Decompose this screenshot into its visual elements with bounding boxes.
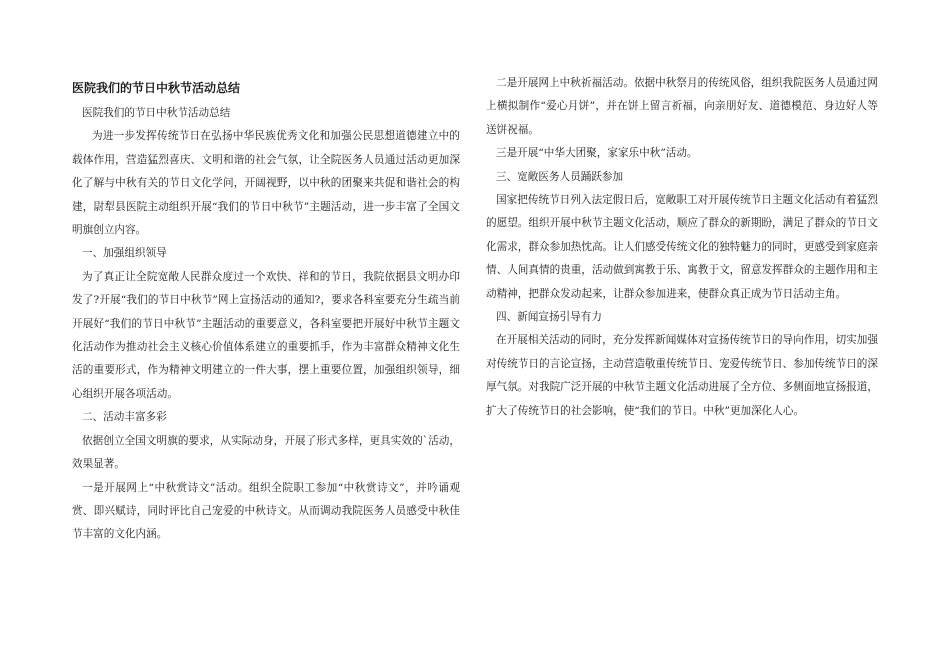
activity-item-1: 一是开展网上“中秋赏诗文”活动。组织全院职工参加“中秋赏诗文”，并吟诵观赏、即兴赋诗，同时评比自己宠爱的中秋诗文。从而调动我院医务人员感受中秋佳节丰富的文化内涵。: [72, 481, 460, 541]
right-column: [486, 72, 878, 423]
intro-paragraph: 为进一步发挥传统节日在弘扬中华民族优秀文化和加强公民思想道德建立中的载体作用，营造猛烈喜庆、文明和谐的社会气氛，让全院医务人员通过活动更加深化了解与中秋有关的节日文化学问，开阔视野，以中秋的团聚来共促和谐社会的构建，尉犁县医院主动组织开展“我们的节日中秋节”主题活动，进一步丰富了全国文明旗创立内容。: [72, 130, 460, 237]
left-column: [72, 78, 460, 547]
activity-item-2: 二是开展网上中秋祈福活动。依据中秋祭月的传统风俗，组织我院医务人员通过网上横拟制作“爱心月饼”，并在饼上留言祈福，向亲朋好友、道德模范、身边好人等送饼祝福。: [486, 77, 878, 136]
section-heading-4: 四、新闻宣扬引导有力: [496, 311, 602, 324]
section-heading-3: 三、宽敞医务人员踊跃参加: [496, 170, 624, 183]
section-heading-1: 一、加强组织领导: [82, 247, 167, 260]
section-body-1: 为了真正让全院宽敞人民群众度过一个欢快、祥和的节日，我院依据县文明办印发了?开展“我们的节日中秋节”网上宣扬活动的通知?，要求各科室要充分生疏当前开展好“我们的节日中秋节”主题活动的重要意义，各科室要把开展好中秋节主题文化活动作为推动社会主义核心价值体系建立的重要抓手，作为丰富群众精神文化生活的重要形式，作为精神文明建立的一件大事，摆上重要位置，加强组织领导，细心组织开展各项活动。: [72, 270, 460, 400]
section-body-3: 国家把传统节日列入法定假日后，宽敞职工对开展传统节日主题文化活动有着猛烈的愿望。组织开展中秋节主题文化活动，顺应了群众的新期盼，满足了群众的节日文化需求，群众参加热忱高。让人们感受传统文化的独特魅力的同时，更感受到家庭亲情、人间真情的贵重，活动做到寓教于乐、寓教于文，留意发挥群众的主题作用和主动精神，把群众发动起来，让群众参加进来，使群众真正成为节日活动主角。: [486, 194, 878, 300]
document-title: 医院我们的节日中秋节活动总结: [72, 81, 241, 95]
section-body-2: 依据创立全国文明旗的要求，从实际动身，开展了形式多样，更具实效的`活动，效果显著。: [72, 434, 460, 471]
activity-item-3: 三是开展“中华大团聚，家家乐中秋”活动。: [496, 147, 698, 160]
document-subtitle: 医院我们的节日中秋节活动总结: [82, 107, 231, 119]
section-heading-2: 二、活动丰富多彩: [82, 411, 167, 424]
section-body-4: 在开展相关活动的同时，充分发挥新闻媒体对宣扬传统节日的导向作用，切实加强对传统节日的言论宣扬，主动营造敬重传统节日、宠爱传统节日、参加传统节日的深厚气氛。对我院广泛开展的中秋节主题文化活动进展了全方位、多侧面地宣扬报道，扩大了传统节日的社会影响，使“我们的节日。中秋”更加深化人心。: [486, 334, 878, 417]
